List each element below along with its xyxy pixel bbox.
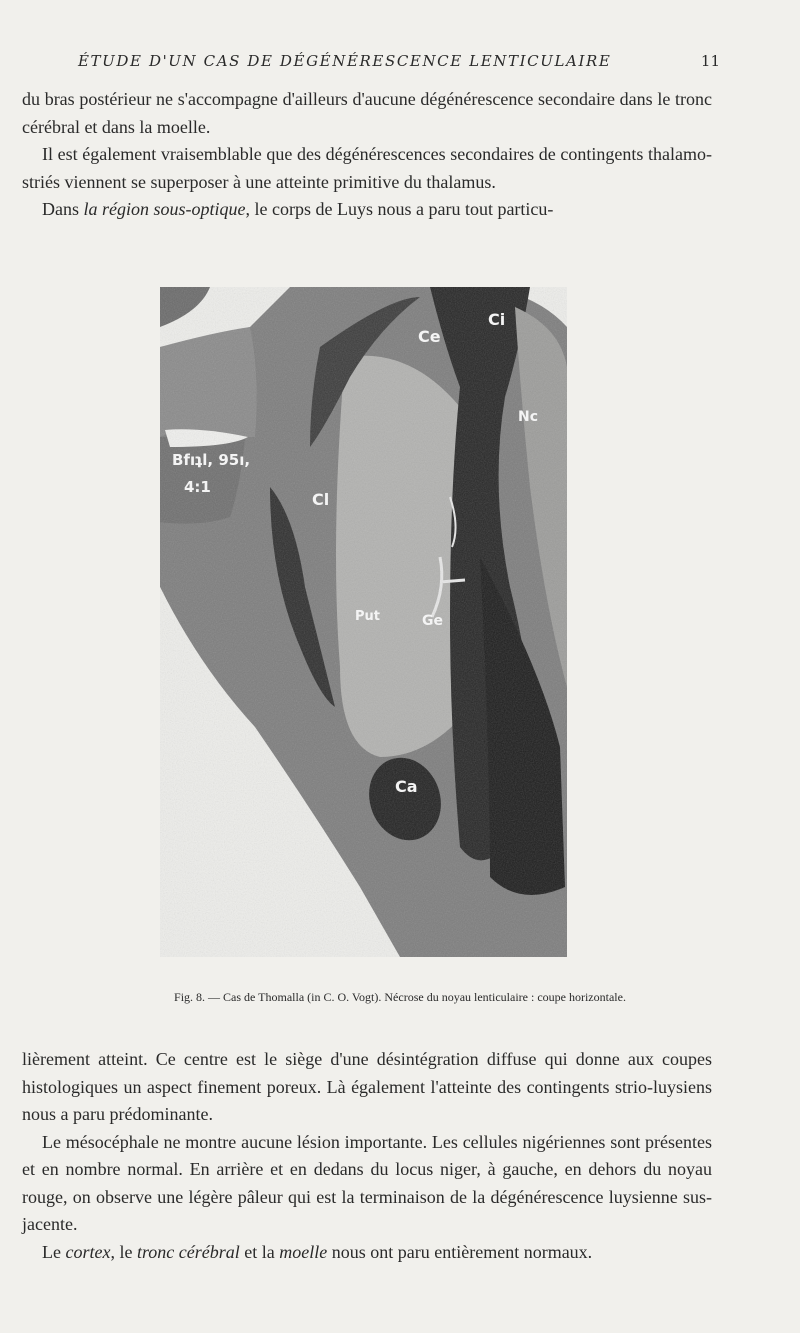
text-run: , le corps de Luys nous a paru tout particu- [245,199,554,219]
paragraph: Il est également vraisemblable que des dégénérescences secondaires de contingents thalamo-striés viennent se superposer à une atteinte primitive du thalamus. [22,144,712,192]
paragraph [22,1239,712,1267]
text-run: Dans [42,199,84,219]
text-run: et la [239,1241,280,1262]
label-ca: Ca [395,777,418,796]
italic-term: la région sous-optique [83,199,246,219]
figure-brain-section [160,287,567,957]
text-run: nous ont paru entièrement normaux. [327,1241,593,1262]
label-nc: Nc [518,409,539,425]
label-ge: Ge [422,613,443,629]
figure-caption: Fig. 8. — Cas de Thomalla (in C. O. Vogt). Nécrose du noyau lenticulaire : coupe horizontale. [174,990,626,1004]
body-text-top [22,86,712,224]
stamp-line-2: 4:1 [184,478,211,496]
body-text-bottom [22,1046,712,1266]
header-title: ÉTUDE D'UN CAS DE DÉGÉNÉRESCENCE LENTICULAIRE [78,52,612,70]
page-number: 11 [700,52,720,70]
italic-term: moelle [279,1241,328,1262]
paragraph: Le mésocéphale ne montre aucune lésion importante. Les cellules nigériennes sont présentes et en nombre normal. En arrière et en dedans du locus niger, à gauche, en dehors du noyau rouge, on observe une légère pâleur qui est la terminaison de la dégénérescence luysienne sus-jacente. [22,1131,712,1234]
paragraph: lièrement atteint. Ce centre est le siège d'une désintégration diffuse qui donne aux coupes histologiques un aspect finement poreux. Là également l'atteinte des contingents strio-luysiens nous a paru prédominante. [22,1049,712,1124]
label-ce: Ce [418,327,441,346]
stamp-line-1: Bfıʇl, 95ı, [172,451,251,469]
label-ci: Ci [488,310,506,329]
brain-section-image [160,287,567,957]
paragraph [22,196,712,224]
text-run: Le [42,1241,66,1262]
label-cl: Cl [312,490,330,509]
paragraph: du bras postérieur ne s'accompagne d'ailleurs d'aucune dégénérescence secondaire dans le tronc cérébral et dans la moelle. [22,89,712,137]
italic-term: tronc cérébral [136,1241,240,1262]
text-run: , le [110,1241,137,1262]
label-put: Put [355,609,380,624]
italic-term: cortex [65,1241,111,1262]
